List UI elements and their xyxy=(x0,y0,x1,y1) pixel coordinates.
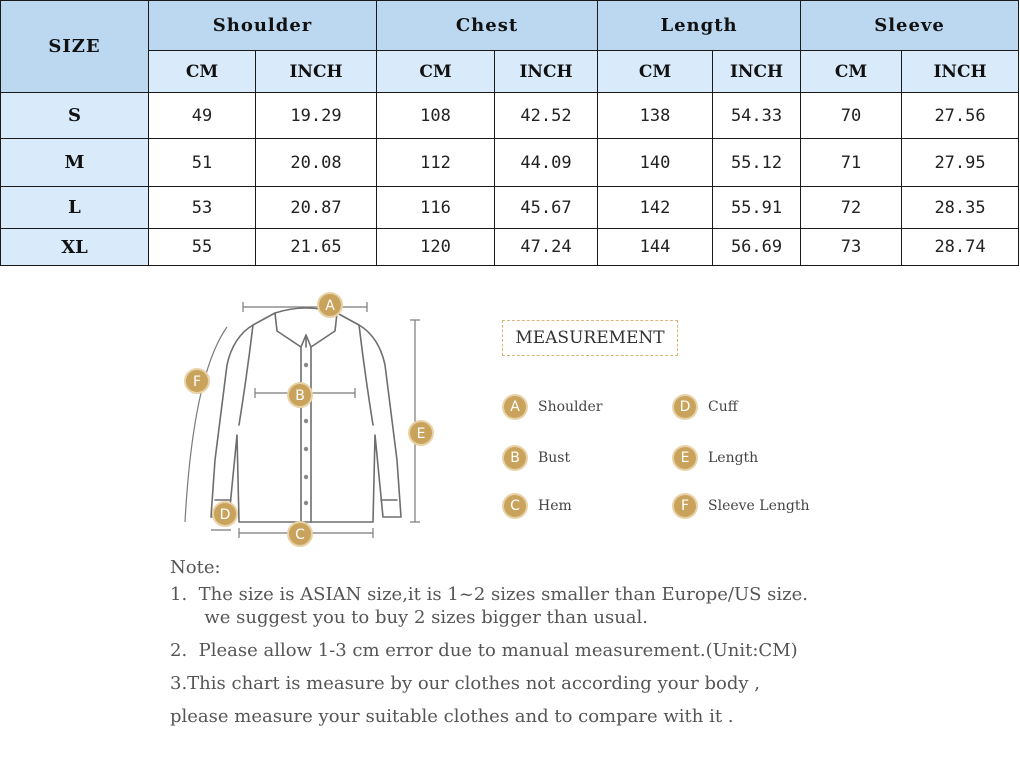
table-cell: 19.29 xyxy=(256,93,377,139)
unit-inch-header: INCH xyxy=(256,51,377,93)
unit-inch-header: INCH xyxy=(902,51,1019,93)
legend-item-bust xyxy=(504,447,570,469)
table-row xyxy=(1,93,1019,139)
table-cell: 53 xyxy=(149,187,256,229)
note-line: 1. The size is ASIAN size,it is 1~2 sizes smaller than Europe/US size. xyxy=(170,584,809,605)
legend-label: Cuff xyxy=(708,399,738,415)
marker-c-icon xyxy=(288,522,312,546)
marker-e-icon xyxy=(409,421,433,445)
table-cell: 116 xyxy=(377,187,495,229)
chest-header: Chest xyxy=(377,1,598,51)
size-label: XL xyxy=(1,229,149,266)
table-cell: 28.74 xyxy=(902,229,1019,266)
table-cell: 120 xyxy=(377,229,495,266)
legend-item-shoulder xyxy=(504,396,602,418)
legend-item-sleeve-length xyxy=(674,495,810,517)
legend-badge-a-icon: A xyxy=(504,396,526,418)
legend-badge-e-icon: E xyxy=(674,447,696,469)
legend-item-length xyxy=(674,447,758,469)
table-cell: 47.24 xyxy=(495,229,598,266)
marker-e-label: E xyxy=(416,426,426,442)
table-cell: 108 xyxy=(377,93,495,139)
table-cell: 142 xyxy=(598,187,713,229)
legend-label: Hem xyxy=(538,498,572,514)
size-chart-table xyxy=(0,0,1019,266)
table-cell: 20.08 xyxy=(256,139,377,187)
note-line: please measure your suitable clothes and to compare with it . xyxy=(170,706,734,727)
size-header: SIZE xyxy=(1,1,149,93)
legend-badge-f-icon: F xyxy=(674,495,696,517)
table-cell: 138 xyxy=(598,93,713,139)
note-line: we suggest you to buy 2 sizes bigger than usual. xyxy=(170,607,649,628)
table-row xyxy=(1,229,1019,266)
legend-label: Length xyxy=(708,450,759,466)
table-cell: 55 xyxy=(149,229,256,266)
table-cell: 27.95 xyxy=(902,139,1019,187)
table-cell: 73 xyxy=(801,229,902,266)
unit-inch-header: INCH xyxy=(495,51,598,93)
unit-cm-header: CM xyxy=(149,51,256,93)
table-cell: 70 xyxy=(801,93,902,139)
table-cell: 144 xyxy=(598,229,713,266)
size-label: S xyxy=(1,93,149,139)
marker-d-label: D xyxy=(219,507,231,523)
legend-item-cuff xyxy=(674,396,738,418)
diagram-marker-badges xyxy=(185,293,433,546)
table-cell: 56.69 xyxy=(713,229,801,266)
note-line: 2. Please allow 1-3 cm error due to manual measurement.(Unit:CM) xyxy=(170,640,798,661)
unit-inch-header: INCH xyxy=(713,51,801,93)
table-cell: 55.91 xyxy=(713,187,801,229)
notes-section xyxy=(170,556,930,728)
table-cell: 20.87 xyxy=(256,187,377,229)
notes-heading: Note: xyxy=(170,557,221,578)
shirt-diagram xyxy=(175,285,445,550)
table-cell: 21.65 xyxy=(256,229,377,266)
legend-label: Shoulder xyxy=(538,399,603,415)
marker-a-icon xyxy=(318,293,342,317)
table-cell: 71 xyxy=(801,139,902,187)
marker-b-label: B xyxy=(295,388,305,404)
marker-d-icon xyxy=(213,502,237,526)
marker-f-label: F xyxy=(192,374,202,390)
legend-badge-d-icon: D xyxy=(674,396,696,418)
marker-b-icon xyxy=(288,383,312,407)
legend-label: Sleeve Length xyxy=(708,498,810,514)
table-row xyxy=(1,187,1019,229)
legend-item-hem xyxy=(504,495,572,517)
table-cell: 45.67 xyxy=(495,187,598,229)
table-cell: 112 xyxy=(377,139,495,187)
table-cell: 54.33 xyxy=(713,93,801,139)
legend-badge-b-icon: B xyxy=(504,447,526,469)
marker-c-label: C xyxy=(295,527,305,543)
unit-cm-header: CM xyxy=(801,51,902,93)
measurement-title: MEASUREMENT xyxy=(502,320,678,356)
marker-f-icon xyxy=(185,369,209,393)
table-cell: 28.35 xyxy=(902,187,1019,229)
table-cell: 42.52 xyxy=(495,93,598,139)
unit-cm-header: CM xyxy=(598,51,713,93)
unit-cm-header: CM xyxy=(377,51,495,93)
shoulder-header: Shoulder xyxy=(149,1,377,51)
length-header: Length xyxy=(598,1,801,51)
legend-badge-c-icon: C xyxy=(504,495,526,517)
size-label: L xyxy=(1,187,149,229)
size-label: M xyxy=(1,139,149,187)
table-cell: 44.09 xyxy=(495,139,598,187)
shirt-outline xyxy=(211,308,401,522)
table-cell: 72 xyxy=(801,187,902,229)
note-line: 3.This chart is measure by our clothes not according your body , xyxy=(170,673,760,694)
sleeve-header: Sleeve xyxy=(801,1,1019,51)
marker-a-label: A xyxy=(325,298,335,314)
legend-label: Bust xyxy=(538,450,571,466)
table-cell: 140 xyxy=(598,139,713,187)
table-row xyxy=(1,139,1019,187)
table-cell: 27.56 xyxy=(902,93,1019,139)
table-cell: 55.12 xyxy=(713,139,801,187)
table-cell: 49 xyxy=(149,93,256,139)
table-cell: 51 xyxy=(149,139,256,187)
